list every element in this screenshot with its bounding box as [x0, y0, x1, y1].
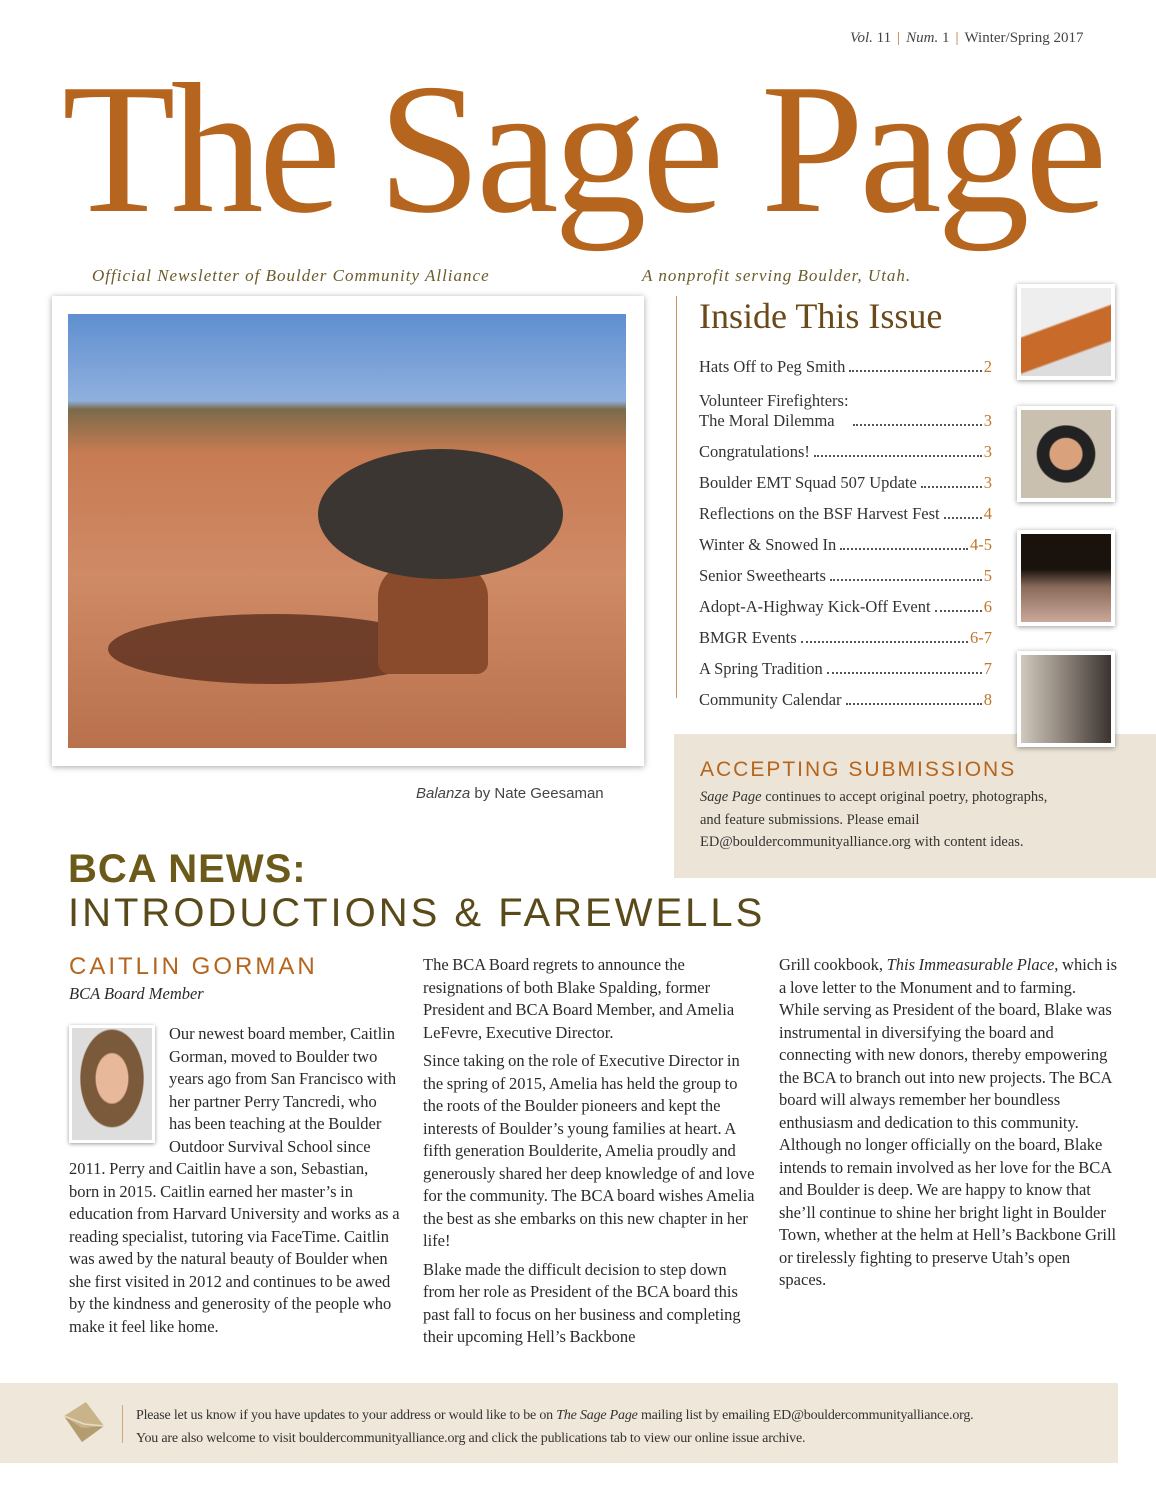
toc-item-page: 5	[983, 566, 992, 585]
footer-italic: The Sage Page	[556, 1408, 638, 1423]
toc-leader-dots	[846, 703, 982, 705]
toc-item[interactable]	[699, 555, 992, 586]
column-2	[423, 954, 759, 1355]
toc-item-page: 4	[983, 504, 992, 523]
fox-thumbnail	[1017, 284, 1115, 380]
toc-title: Inside This Issue	[699, 296, 943, 336]
blake-paragraph: Blake made the difficult decision to step down from her role as President of the BCA board this past fall to focus on her business and completing their upcoming Hell’s Backbone	[423, 1259, 741, 1346]
toc-item-page: 3	[983, 442, 992, 461]
toc-item-page: 3	[983, 473, 992, 492]
submissions-body: continues to accept original poetry, photographs, and feature submissions. Please email ED@bouldercommunityalliance.org with content ideas.	[700, 789, 1048, 850]
toc-item-page: 6	[983, 597, 992, 616]
feature-photo	[68, 314, 626, 748]
caption-credit: by Nate Geesaman	[470, 785, 604, 802]
footer-line-1	[136, 1404, 1111, 1427]
toc-item-page: 3	[983, 411, 992, 430]
table-of-contents	[699, 346, 992, 710]
toc-item-label: Senior Sweethearts	[699, 566, 826, 585]
volume-label: Vol.	[850, 30, 873, 46]
toc-item-label: Boulder EMT Squad 507 Update	[699, 473, 917, 492]
toc-item[interactable]	[699, 493, 992, 524]
toc-leader-dots	[814, 455, 982, 457]
number: 1	[941, 30, 950, 46]
toc-item[interactable]	[699, 346, 992, 377]
toc-item[interactable]	[699, 679, 992, 710]
amelia-paragraph: Since taking on the role of Executive Director in the spring of 2015, Amelia has held the group to the roots of the Boulder pioneers and kept the interests of Boulder’s young families at heart. A fifth generation Boulderite, Amelia proudly and generously shared her deep knowledge of and love for the community. The BCA board wishes Amelia the best as she embarks on this new chapter in her life!	[423, 1051, 755, 1250]
toc-item-label: Hats Off to Peg Smith	[699, 357, 846, 376]
toc-leader-dots	[830, 579, 982, 581]
submissions-text	[700, 786, 1060, 854]
news-heading: BCA NEWS:	[68, 847, 307, 891]
toc-item-page: 6-7	[970, 628, 992, 647]
rock-pedestal	[378, 564, 488, 674]
toc-item[interactable]	[699, 431, 992, 462]
footer-line-2: You are also welcome to visit bouldercommunityalliance.org and click the publications tab to view our online issue archive.	[136, 1431, 806, 1446]
footer-text-a: Please let us know if you have updates to your address or would like to be on	[136, 1408, 557, 1423]
toc-item[interactable]	[699, 648, 992, 679]
toc-leader-dots	[921, 486, 982, 488]
tagline-right: A nonprofit serving Boulder, Utah.	[642, 266, 912, 285]
toc-leader-dots	[827, 672, 982, 674]
toc-item-label: Reflections on the BSF Harvest Fest	[699, 504, 940, 523]
blake-continued	[779, 954, 1119, 1292]
toc-item-label: Winter & Snowed In	[699, 535, 837, 554]
audience-thumbnail	[1017, 530, 1115, 626]
toc-item-label: Adopt-A-Highway Kick-Off Event	[699, 597, 931, 616]
toc-item[interactable]	[699, 586, 992, 617]
toc-item-label: Congratulations!	[699, 442, 810, 461]
column-3	[779, 954, 1119, 1298]
issue-info: Vol. 11 | Num. 1 | Winter/Spring 2017	[850, 30, 1084, 46]
toc-leader-dots	[853, 424, 982, 426]
person-role: BCA Board Member	[69, 984, 204, 1003]
feature-photo-frame	[52, 296, 644, 766]
masthead-title: The Sage Page	[62, 46, 1103, 252]
couple-photo-thumbnail	[1017, 651, 1115, 747]
resignation-paragraph: The BCA Board regrets to announce the resignations of both Blake Spalding, former President and BCA Board Member, and Amelia LeFevre, Executive Director.	[423, 955, 735, 1042]
cookbook-title: This Immeasurable Place	[886, 955, 1055, 974]
number-label: Num.	[906, 30, 939, 46]
toc-item-label: A Spring Tradition	[699, 659, 823, 678]
submissions-title: ACCEPTING SUBMISSIONS	[700, 758, 1017, 781]
photo-caption	[416, 785, 604, 802]
toc-item-label: Community Calendar	[699, 690, 842, 709]
caitlin-bio: Our newest board member, Caitlin Gorman, moved to Boulder two years ago from San Francisco with her partner Perry Tancredi, who has been teaching at the Boulder Outdoor Survival School since 2011. Perry and Caitlin have a son, Sebastian, born in 2015. Caitlin earned her master’s in education from Harvard University and works as a reading specialist, tutoring via FaceTime. Caitlin was awed by the natural beauty of Boulder when she first visited in 2012 and continues to be awed by the kindness and generosity of the people who make it feel like home.	[69, 1024, 400, 1336]
col3-text-b: , which is a love letter to the Monument and to farming. While serving as President of the board, Blake was instrumental in diversifying the board and connecting with new donors, thereby empowering the BCA to branch out into new projects. The BCA board will always remember her boundless enthusiasm and dedication to this community. Although no longer officially on the board, Blake intends to remain involved as her love for the BCA and Boulder is deep. We are happy to know that she’ll continue to shine her bright light in Boulder Town, whether at the helm at Hell’s Backbone Grill or tirelessly fighting to preserve Utah’s open spaces.	[779, 955, 1117, 1289]
toc-item-page: 4-5	[970, 535, 992, 554]
column-1	[69, 1023, 401, 1344]
toc-item[interactable]	[699, 524, 992, 555]
season: Winter/Spring 2017	[964, 30, 1084, 46]
sage-page-italic: Sage Page	[700, 789, 762, 805]
col3-text-a: Grill cookbook,	[779, 955, 887, 974]
footer-text-b: mailing list by emailing ED@bouldercommunityalliance.org.	[637, 1408, 974, 1423]
toc-item-page: 7	[983, 659, 992, 678]
caption-title: Balanza	[416, 785, 471, 802]
footer-text	[136, 1404, 1111, 1450]
balanced-rock	[318, 449, 563, 579]
toc-item-label: Volunteer Firefighters: The Moral Dilemma	[699, 391, 849, 430]
toc-leader-dots	[944, 517, 982, 519]
toc-leader-dots	[801, 641, 968, 643]
toc-item-page: 8	[983, 690, 992, 709]
toc-leader-dots	[935, 610, 982, 612]
toc-item[interactable]	[699, 377, 992, 431]
toc-divider	[676, 296, 677, 698]
toc-item-label: BMGR Events	[699, 628, 797, 647]
toc-item[interactable]	[699, 462, 992, 493]
envelope-icon	[60, 1398, 108, 1446]
news-subheading: INTRODUCTIONS & FAREWELLS	[68, 891, 766, 935]
volume: 11	[876, 30, 892, 46]
toc-leader-dots	[849, 370, 981, 372]
toc-leader-dots	[840, 548, 968, 550]
toc-item[interactable]	[699, 617, 992, 648]
person-name: CAITLIN GORMAN	[69, 953, 318, 980]
toc-item-page: 2	[983, 357, 992, 376]
portrait-thumbnail	[1017, 406, 1115, 502]
caitlin-gorman-photo	[69, 1025, 155, 1143]
tagline-left: Official Newsletter of Boulder Community Alliance	[92, 266, 490, 285]
footer-divider	[122, 1405, 123, 1443]
